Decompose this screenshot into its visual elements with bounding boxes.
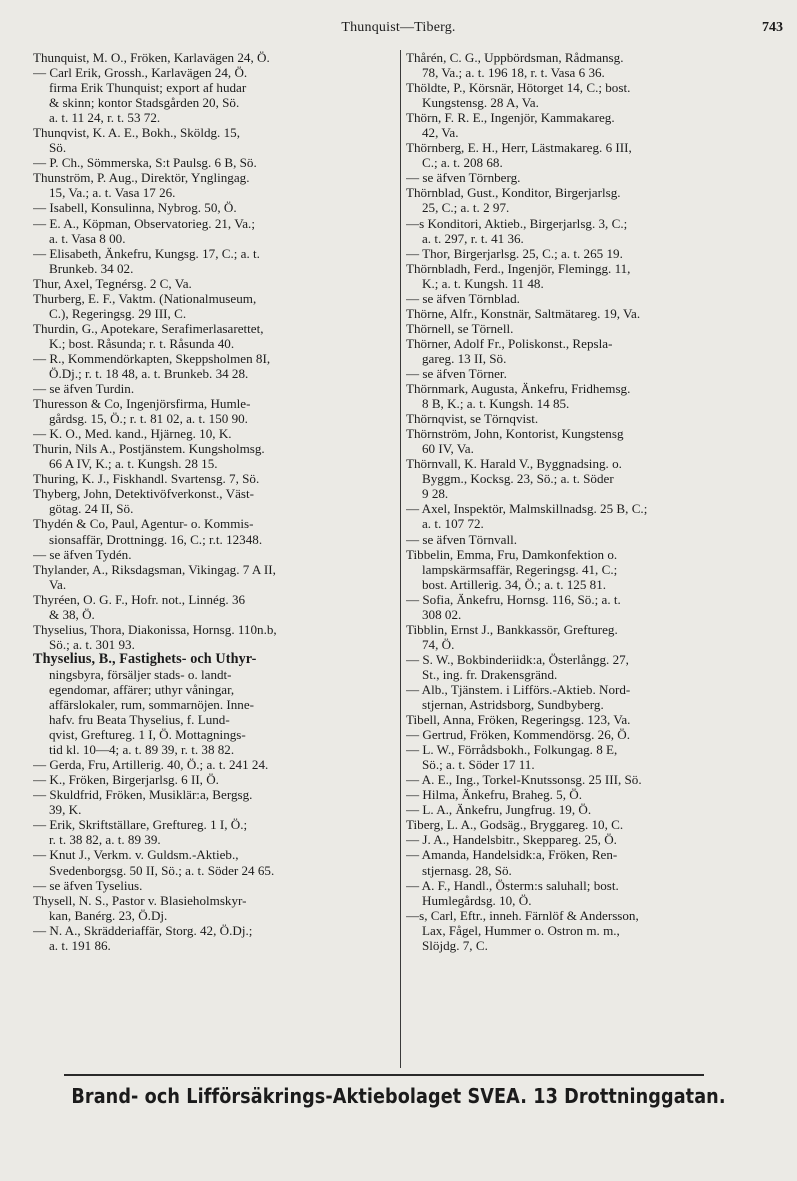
directory-entry-line: a. t. Vasa 8 00.	[49, 230, 126, 246]
directory-entry-line: 9 28.	[422, 486, 449, 502]
directory-entry-line: a. t. 107 72.	[422, 516, 484, 532]
directory-entry-line: — se äfven Turdin.	[33, 381, 135, 397]
directory-entry-line: — se äfven Törnblad.	[406, 290, 520, 306]
directory-entry-line: — N. A., Skrädderiaffär, Storg. 42, Ö.Dj.;	[33, 922, 253, 938]
directory-entry-line: sionsaffär, Drottningg. 16, C.; r.t. 12348.	[49, 531, 263, 547]
directory-entry-line: Tibblin, Ernst J., Bankkassör, Greftureg.	[406, 621, 618, 637]
directory-entry-line: Sö.; a. t. Söder 17 11.	[422, 757, 535, 773]
directory-entry-line: Thylander, A., Riksdagsman, Vikingag. 7 A II,	[33, 561, 276, 577]
directory-entry-line: tid kl. 10—4; a. t. 89 39, r. t. 38 82.	[49, 742, 235, 758]
directory-entry-line: 60 IV, Va.	[422, 441, 474, 457]
directory-entry-line: — K., Fröken, Birgerjarlsg. 6 II, Ö.	[33, 772, 219, 788]
directory-entry-line: — L. W., Förrådsbokh., Folkungag. 8 E,	[406, 742, 618, 758]
directory-entry-line: a. t. 191 86.	[49, 937, 111, 953]
directory-entry-line: 74, Ö.	[422, 636, 455, 652]
directory-entry-line: — Skuldfrid, Fröken, Musiklär:a, Bergsg.	[33, 787, 253, 803]
directory-entry-line: Brunkeb. 34 02.	[49, 260, 134, 276]
directory-entry-line: 66 A IV, K.; a. t. Kungsh. 28 15.	[49, 456, 218, 472]
directory-entry-line: Ö.Dj.; r. t. 18 48, a. t. Brunkeb. 34 28.	[49, 365, 249, 381]
directory-entry-line: kan, Banérg. 23, Ö.Dj.	[49, 907, 168, 923]
directory-entry-line: Thårén, C. G., Uppbördsman, Rådmansg.	[406, 50, 624, 65]
directory-entry-line: Va.	[49, 576, 67, 592]
directory-entry-line: — L. A., Änkefru, Jungfrug. 19, Ö.	[406, 802, 592, 818]
directory-entry-line: —s Konditori, Aktieb., Birgerjarlsg. 3, C.;	[406, 215, 628, 231]
directory-entry-line: Thysell, N. S., Pastor v. Blasieholmskyr-	[33, 892, 247, 908]
directory-entry-line: Thyberg, John, Detektivöfverkonst., Väst-	[33, 486, 254, 502]
directory-entry-line: Thunquist, M. O., Fröken, Karlavägen 24, Ö.	[33, 50, 270, 65]
directory-entry-line: 308 02.	[422, 606, 462, 622]
directory-entry-line: — se äfven Törner.	[406, 365, 507, 381]
directory-entry-line: Thöldte, P., Körsnär, Hötorget 14, C.; bost.	[406, 80, 631, 96]
directory-entry-line: ningsbyra, försäljer stads- o. landt-	[49, 666, 232, 682]
directory-entry-line: Thörnström, John, Kontorist, Kungstensg	[406, 426, 624, 442]
directory-entry-line: C.; a. t. 208 68.	[422, 155, 503, 171]
directory-entry-line: Thörnqvist, se Törnqvist.	[406, 411, 539, 427]
directory-entry-line: affärslokaler, rum, sommarnöjen. Inne-	[49, 697, 255, 713]
directory-entry-line: Thurdin, G., Apotekare, Serafimerlasarettet,	[33, 320, 264, 336]
directory-entry-line: — J. A., Handelsbitr., Skeppareg. 25, Ö.	[406, 832, 617, 848]
column-divider	[400, 50, 401, 1068]
directory-entry-line: hafv. fru Beata Thyselius, f. Lund-	[49, 712, 230, 728]
directory-entry-line: götag. 24 II, Sö.	[49, 501, 134, 517]
directory-entry-line: — Carl Erik, Grossh., Karlavägen 24, Ö.	[33, 65, 248, 81]
directory-entry-line: stjernan, Astridsborg, Sundbyberg.	[422, 697, 604, 713]
directory-entry-line: Thuring, K. J., Fiskhandl. Svartensg. 7, Sö.	[33, 471, 260, 487]
directory-entry-line: Thuresson & Co, Ingenjörsfirma, Humle-	[33, 396, 251, 412]
directory-entry-line: K.; bost. Råsunda; r. t. Råsunda 40.	[49, 335, 235, 351]
directory-entry-line: — K. O., Med. kand., Hjärneg. 10, K.	[33, 426, 232, 442]
directory-entry-line: — Knut J., Verkm. v. Guldsm.-Aktieb.,	[33, 847, 239, 863]
page-header	[0, 20, 797, 42]
directory-entry-line: firma Erik Thunquist; export af hudar	[49, 80, 247, 96]
directory-entry-line: — A. E., Ing., Torkel-Knutssonsg. 25 III, Sö.	[406, 772, 642, 788]
directory-entry-line: — se äfven Tyselius.	[33, 877, 143, 893]
directory-entry-line: — E. A., Köpman, Observatorieg. 21, Va.;	[33, 215, 255, 231]
page-number: 743	[762, 20, 783, 35]
directory-entry-line: lampskärmsaffär, Regeringsg. 41, C.;	[422, 561, 618, 577]
directory-entry-line: Thyselius, B., Fastighets- och Uthyr-	[33, 651, 257, 667]
directory-entry-line: Svedenborgsg. 50 II, Sö.; a. t. Söder 24 65.	[49, 862, 275, 878]
directory-entry-line: — se äfven Törnvall.	[406, 531, 518, 547]
directory-entry-line: 25, C.; a. t. 2 97.	[422, 200, 510, 216]
directory-entry-line: 39, K.	[49, 802, 82, 818]
directory-entry-line: — Hilma, Änkefru, Braheg. 5, Ö.	[406, 787, 582, 803]
directory-entry-line: Sö.	[49, 140, 67, 156]
directory-entry-line: Thörn, F. R. E., Ingenjör, Kammakareg.	[406, 110, 615, 126]
footer-advertisement: Brand- och Lifförsäkrings-Aktiebolaget SVEA. 13 Drottninggatan.	[71, 1084, 726, 1108]
directory-entry-line: 15, Va.; a. t. Vasa 17 26.	[49, 185, 176, 201]
directory-entry-line: St., ing. fr. Drakensgränd.	[422, 666, 558, 682]
directory-entry-line: Humlegårdsg. 10, Ö.	[422, 892, 532, 908]
directory-entry-line: — R., Kommendörkapten, Skeppsholmen 8I,	[33, 350, 271, 366]
directory-entry-line: Thydén & Co, Paul, Agentur- o. Kommis-	[33, 516, 254, 532]
footer-rule	[64, 1074, 704, 1076]
directory-entry-line: — S. W., Bokbinderiidk:a, Österlångg. 27,	[406, 651, 629, 667]
directory-entry-line: a. t. 11 24, r. t. 53 72.	[49, 110, 161, 126]
directory-entry-line: Thörnberg, E. H., Herr, Lästmakareg. 6 III,	[406, 140, 632, 156]
running-head: Thunquist—Tiberg.	[341, 20, 456, 35]
directory-entry-line: C.), Regeringsg. 29 III, C.	[49, 305, 187, 321]
directory-entry-line: K.; a. t. Kungsh. 11 48.	[422, 275, 544, 291]
directory-entry-line: Thur, Axel, Tegnérsg. 2 C, Va.	[33, 275, 192, 291]
directory-entry-line: Thörnblad, Gust., Konditor, Birgerjarlsg.	[406, 185, 621, 201]
directory-entry-line: Thyréen, O. G. F., Hofr. not., Linnég. 36	[33, 591, 246, 607]
directory-entry-line: bost. Artillerig. 34, Ö.; a. t. 125 81.	[422, 576, 607, 592]
right-column	[406, 50, 770, 953]
directory-entry-line: gårdsg. 15, Ö.; r. t. 81 02, a. t. 150 90.	[49, 411, 248, 427]
directory-entry-line: 78, Va.; a. t. 196 18, r. t. Vasa 6 36.	[422, 65, 605, 81]
directory-entry-line: Thunqvist, K. A. E., Bokh., Sköldg. 15,	[33, 125, 240, 141]
directory-entry-line: — Alb., Tjänstem. i Lifförs.-Aktieb. Nord-	[406, 681, 631, 697]
directory-entry-line: qvist, Greftureg. 1 I, Ö. Mottagnings-	[49, 727, 246, 743]
directory-entry-line: Thörner, Adolf Fr., Poliskonst., Repsla-	[406, 335, 613, 351]
directory-entry-line: gareg. 13 II, Sö.	[422, 350, 507, 366]
directory-entry-line: Thörnbladh, Ferd., Ingenjör, Flemingg. 11,	[406, 260, 631, 276]
directory-entry-line: Thurin, Nils A., Postjänstem. Kungsholmsg.	[33, 441, 265, 457]
directory-entry-line: — Amanda, Handelsidk:a, Fröken, Ren-	[406, 847, 618, 863]
directory-entry-line: —s, Carl, Eftr., inneh. Färnlöf & Andersson,	[406, 907, 639, 923]
directory-entry-line: stjernasg. 28, Sö.	[422, 862, 512, 878]
directory-entry-line: Tibell, Anna, Fröken, Regeringsg. 123, Va.	[406, 712, 631, 728]
directory-entry-line: egendomar, affärer; uthyr våningar,	[49, 681, 235, 697]
directory-entry-line: Thörne, Alfr., Konstnär, Saltmätareg. 19, Va.	[406, 305, 641, 321]
directory-entry-line: 42, Va.	[422, 125, 459, 141]
directory-entry-line: — A. F., Handl., Österm:s saluhall; bost.	[406, 877, 619, 893]
left-column	[33, 50, 397, 953]
directory-entry-line: Thyselius, Thora, Diakonissa, Hornsg. 110n.b,	[33, 621, 277, 637]
directory-entry-line: Sö.; a. t. 301 93.	[49, 636, 135, 652]
directory-entry-line: — se äfven Tydén.	[33, 546, 132, 562]
directory-entry-line: Thörnmark, Augusta, Änkefru, Fridhemsg.	[406, 381, 631, 397]
directory-entry-line: Thunström, P. Aug., Direktör, Ynglingag.	[33, 170, 250, 186]
directory-entry-line: — P. Ch., Sömmerska, S:t Paulsg. 6 B, Sö.	[33, 155, 257, 171]
directory-entry-line: Thurberg, E. F., Vaktm. (Nationalmuseum,	[33, 290, 257, 306]
directory-entry-line: Tiberg, L. A., Godsäg., Bryggareg. 10, C.	[406, 817, 624, 833]
directory-entry-line: — Thor, Birgerjarlsg. 25, C.; a. t. 265 19.	[406, 245, 623, 261]
directory-entry-line: 8 B, K.; a. t. Kungsh. 14 85.	[422, 396, 570, 412]
directory-entry-line: Byggm., Kocksg. 23, Sö.; a. t. Söder	[422, 471, 614, 487]
directory-entry-line: — Elisabeth, Änkefru, Kungsg. 17, C.; a. t.	[33, 245, 260, 261]
directory-entry-line: & skinn; kontor Stadsgården 20, Sö.	[49, 95, 240, 111]
directory-entry-line: — Gertrud, Fröken, Kommendörsg. 26, Ö.	[406, 727, 631, 743]
directory-entry-line: Lax, Fågel, Hummer o. Ostron m. m.,	[422, 922, 620, 938]
directory-entry-line: — Gerda, Fru, Artillerig. 40, Ö.; a. t. 241 24.	[33, 757, 269, 773]
directory-entry-line: — se äfven Törnberg.	[406, 170, 521, 186]
directory-entry-line: Tibbelin, Emma, Fru, Damkonfektion o.	[406, 546, 618, 562]
directory-entry-line: — Sofia, Änkefru, Hornsg. 116, Sö.; a. t.	[406, 591, 621, 607]
directory-entry-line: — Isabell, Konsulinna, Nybrog. 50, Ö.	[33, 200, 237, 216]
directory-entry-line: Slöjdg. 7, C.	[422, 937, 488, 953]
directory-entry-line: — Axel, Inspektör, Malmskillnadsg. 25 B, C.;	[406, 501, 648, 517]
directory-entry-line: a. t. 297, r. t. 41 36.	[422, 230, 524, 246]
directory-entry-line: Thörnvall, K. Harald V., Byggnadsing. o.	[406, 456, 622, 472]
directory-entry-line: Kungstensg. 28 A, Va.	[422, 95, 539, 111]
directory-entry-line: r. t. 38 82, a. t. 89 39.	[49, 832, 161, 848]
directory-entry-line: — Erik, Skriftställare, Greftureg. 1 I, Ö.;	[33, 817, 248, 833]
directory-entry-line: Thörnell, se Törnell.	[406, 320, 514, 336]
directory-entry-line: & 38, Ö.	[49, 606, 95, 622]
